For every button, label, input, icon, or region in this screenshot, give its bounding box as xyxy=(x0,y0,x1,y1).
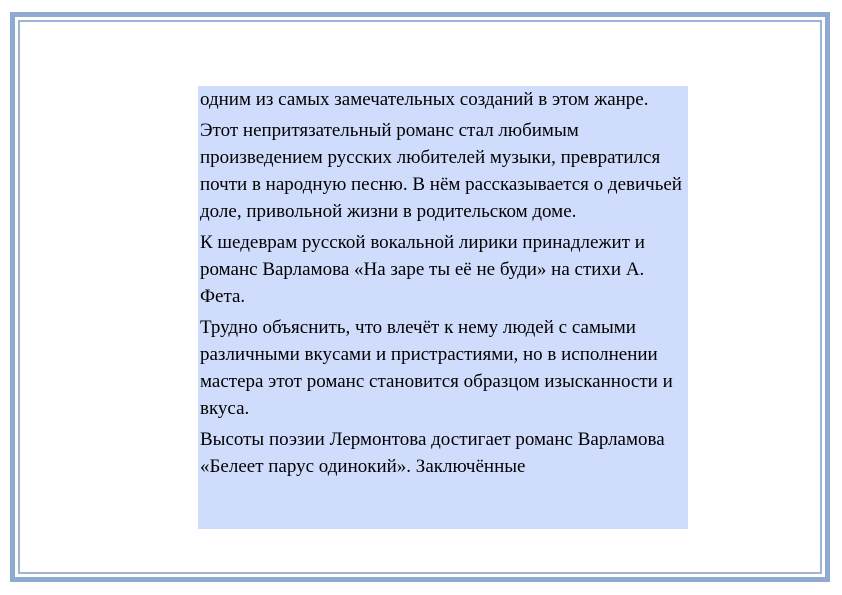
paragraph-1: одним из самых замечательных созданий в этом жанре. xyxy=(200,89,649,110)
paragraph-3: К шедеврам русской вокальной лирики принадлежит и романс Варламова «На заре ты её не буди» на стихи А. Фета. xyxy=(200,232,645,307)
selected-text-block[interactable] xyxy=(198,86,688,529)
paragraph-2: Этот непритязательный романс стал любимым произведением русских любителей музыки, превратился почти в народную песню. В нём рассказывается о девичьей доле, привольной жизни в родительском доме. xyxy=(200,120,682,222)
paragraph-4: Трудно объяснить, что влечёт к нему людей с самыми различными вкусами и пристрастиями, но в исполнении мастера этот романс становится образцом изысканности и вкуса. xyxy=(200,317,673,419)
paragraph-5: Высоты поэзии Лермонтова достигает романс Варламова «Белеет парус одинокий». Заключённые xyxy=(200,429,665,477)
